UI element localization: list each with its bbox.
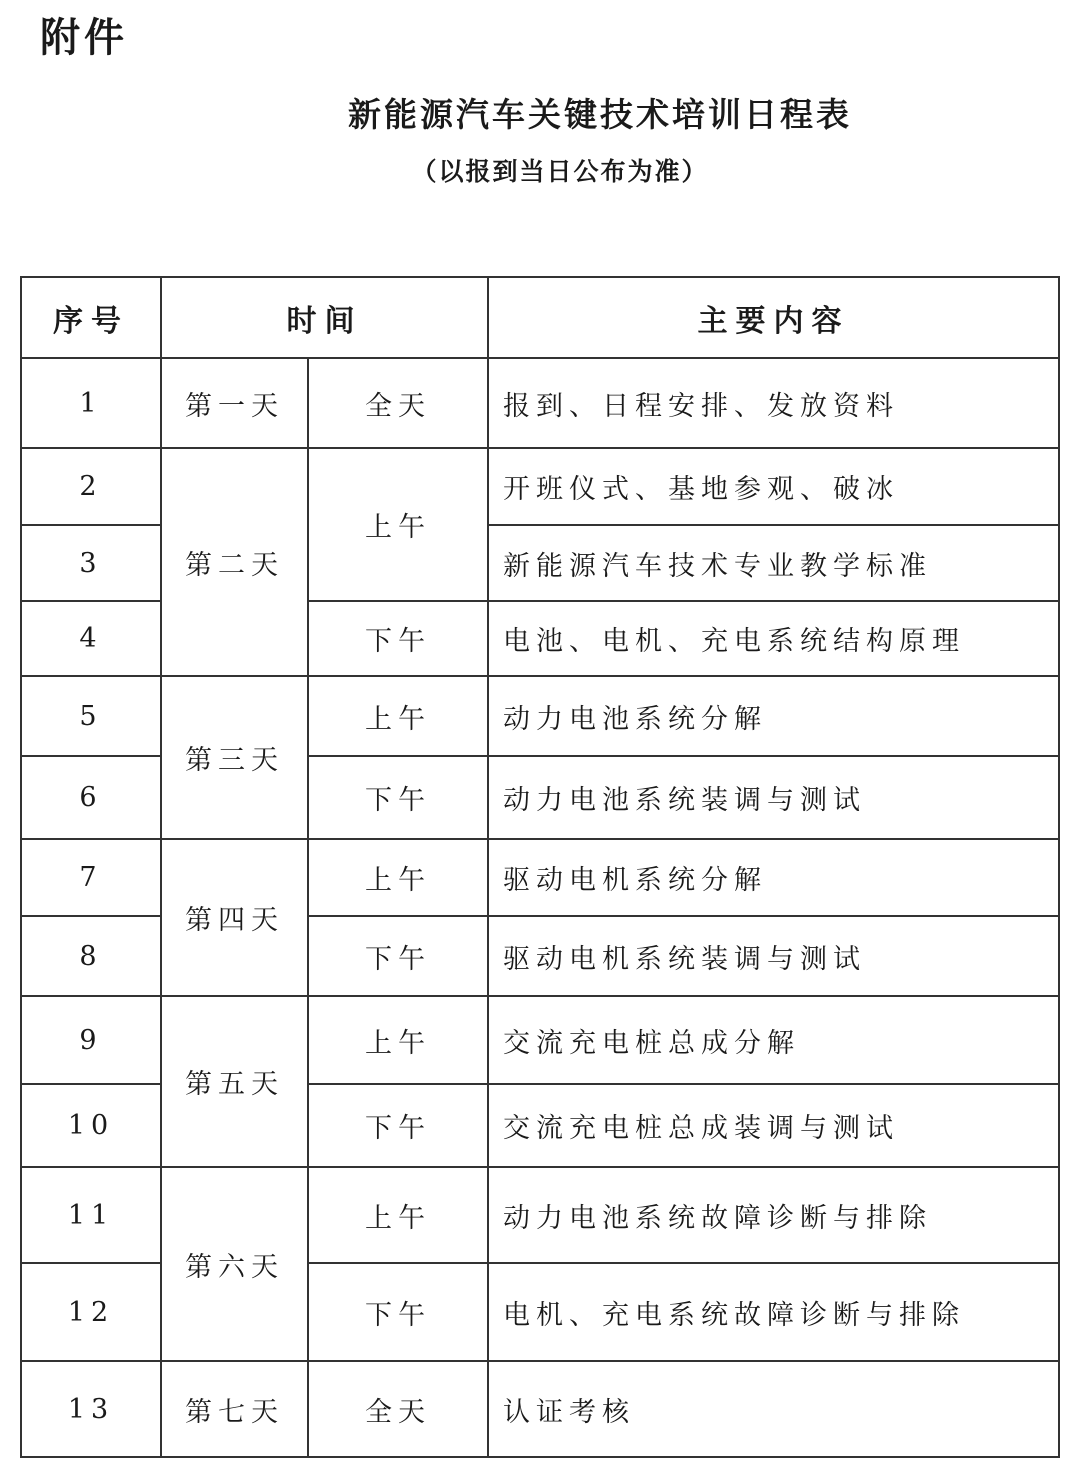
table-row: [21, 358, 1059, 448]
row-content: 驱动电机系统分解: [488, 839, 1059, 916]
row-period: 下午: [308, 916, 488, 996]
row-period: 下午: [308, 1263, 488, 1361]
schedule-table: [20, 276, 1060, 1458]
row-index: 3: [21, 525, 161, 601]
table-row: [21, 1167, 1059, 1263]
row-content: 驱动电机系统装调与测试: [488, 916, 1059, 996]
row-day: 第二天: [161, 448, 308, 676]
row-content: 动力电池系统故障诊断与排除: [488, 1167, 1059, 1263]
row-day: 第六天: [161, 1167, 308, 1361]
row-period: 下午: [308, 756, 488, 839]
row-content: 动力电池系统分解: [488, 676, 1059, 756]
row-content: 电机、充电系统故障诊断与排除: [488, 1263, 1059, 1361]
row-index: 13: [21, 1361, 161, 1457]
row-content: 新能源汽车技术专业教学标准: [488, 525, 1059, 601]
row-index: 2: [21, 448, 161, 525]
row-period: 上午: [308, 1167, 488, 1263]
row-period: 上午: [308, 839, 488, 916]
row-period: 下午: [308, 1084, 488, 1167]
row-content: 交流充电桩总成分解: [488, 996, 1059, 1084]
row-period: 上午: [308, 996, 488, 1084]
header-time: 时间: [161, 277, 488, 358]
row-index: 9: [21, 996, 161, 1084]
header-content: 主要内容: [488, 277, 1059, 358]
row-day: 第七天: [161, 1361, 308, 1457]
row-index: 6: [21, 756, 161, 839]
table-header-row: [21, 277, 1059, 358]
row-index: 12: [21, 1263, 161, 1361]
table-row: [21, 839, 1059, 916]
table-row: [21, 448, 1059, 525]
table-row: [21, 1361, 1059, 1457]
row-content: 动力电池系统装调与测试: [488, 756, 1059, 839]
attachment-label: 附件: [40, 15, 128, 61]
row-content: 认证考核: [488, 1361, 1059, 1457]
row-index: 10: [21, 1084, 161, 1167]
row-day: 第三天: [161, 676, 308, 839]
row-content: 电池、电机、充电系统结构原理: [488, 601, 1059, 676]
row-period: 全天: [308, 1361, 488, 1457]
table-row: [21, 996, 1059, 1084]
table-row: [21, 676, 1059, 756]
row-index: 7: [21, 839, 161, 916]
row-period: 全天: [308, 358, 488, 448]
row-period: 上午: [308, 676, 488, 756]
row-content: 交流充电桩总成装调与测试: [488, 1084, 1059, 1167]
row-index: 11: [21, 1167, 161, 1263]
row-index: 8: [21, 916, 161, 996]
row-index: 1: [21, 358, 161, 448]
row-period: 下午: [308, 601, 488, 676]
row-day: 第四天: [161, 839, 308, 996]
page-title: 新能源汽车关键技术培训日程表: [348, 95, 852, 134]
row-day: 第一天: [161, 358, 308, 448]
page-subtitle: （以报到当日公布为准）: [411, 157, 709, 186]
row-content: 开班仪式、基地参观、破冰: [488, 448, 1059, 525]
row-content: 报到、日程安排、发放资料: [488, 358, 1059, 448]
row-index: 5: [21, 676, 161, 756]
row-period: 上午: [308, 448, 488, 601]
row-day: 第五天: [161, 996, 308, 1167]
header-index: 序号: [21, 277, 161, 358]
row-index: 4: [21, 601, 161, 676]
